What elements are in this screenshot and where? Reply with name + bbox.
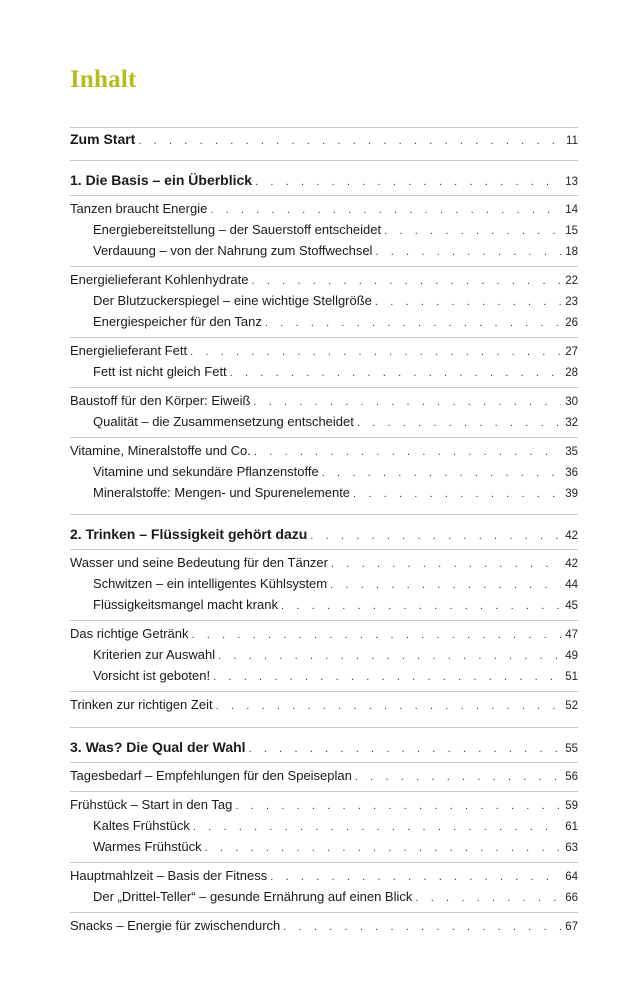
toc-page: 35 <box>565 446 578 458</box>
toc-section[interactable] <box>70 794 578 815</box>
toc-page: 63 <box>565 842 578 854</box>
dot-leader <box>216 696 562 717</box>
dot-leader <box>375 242 561 263</box>
toc-page: 11 <box>566 135 578 147</box>
toc-title: 2. Trinken – Flüssigkeit gehört dazu <box>70 526 308 542</box>
toc-page: 28 <box>565 367 578 379</box>
page-title: Inhalt <box>70 66 137 93</box>
toc-subsection[interactable] <box>70 815 578 836</box>
toc-page: 61 <box>565 821 578 833</box>
toc-title: Baustoff für den Körper: Eiweiß <box>70 393 251 408</box>
toc-title: Wasser und seine Bedeutung für den Tänzer <box>70 555 328 570</box>
dot-leader <box>357 413 561 434</box>
toc-subsection[interactable] <box>70 219 578 240</box>
toc-page: 39 <box>565 488 578 500</box>
toc-title: Vitamine und sekundäre Pflanzenstoffe <box>93 464 319 479</box>
toc-page: 55 <box>565 743 578 755</box>
table-of-contents <box>70 127 578 936</box>
toc-page: 42 <box>565 558 578 570</box>
dot-leader <box>322 463 561 484</box>
dot-leader <box>255 172 561 193</box>
toc-title: Energielieferant Kohlenhydrate <box>70 272 249 287</box>
dot-leader <box>384 221 561 242</box>
toc-subsection[interactable] <box>70 644 578 665</box>
toc-subsection[interactable] <box>70 461 578 482</box>
toc-page: 27 <box>565 346 578 358</box>
toc-page: 36 <box>565 467 578 479</box>
toc-page: 67 <box>565 921 578 933</box>
toc-title: Trinken zur richtigen Zeit <box>70 697 213 712</box>
toc-section[interactable] <box>70 552 578 573</box>
toc-entry-zum-start[interactable] <box>70 129 578 150</box>
toc-section[interactable] <box>70 765 578 786</box>
toc-page: 23 <box>565 296 578 308</box>
toc-title: Qualität – die Zusammensetzung entscheidet <box>93 414 354 429</box>
toc-page: 22 <box>565 275 578 287</box>
toc-section[interactable] <box>70 865 578 886</box>
toc-subsection[interactable] <box>70 240 578 261</box>
toc-page: 59 <box>565 800 578 812</box>
dot-leader <box>254 442 561 463</box>
toc-title: Das richtige Getränk <box>70 626 189 641</box>
toc-page: 13 <box>565 176 578 188</box>
dot-leader <box>330 575 561 596</box>
toc-title: Vitamine, Mineralstoffe und Co. <box>70 443 251 458</box>
toc-page: 45 <box>565 600 578 612</box>
toc-title: Der „Drittel-Teller“ – gesunde Ernährung auf einen Blick <box>93 889 413 904</box>
toc-chapter-1[interactable] <box>70 170 578 191</box>
dot-leader <box>415 888 561 909</box>
toc-page: 56 <box>565 771 578 783</box>
toc-title: Energiespeicher für den Tanz <box>93 314 262 329</box>
toc-title: Kriterien zur Auswahl <box>93 647 216 662</box>
toc-subsection[interactable] <box>70 482 578 503</box>
toc-title: Kaltes Frühstück <box>93 818 190 833</box>
dot-leader <box>249 739 562 760</box>
dot-leader <box>193 817 561 838</box>
toc-subsection[interactable] <box>70 411 578 432</box>
toc-section[interactable] <box>70 198 578 219</box>
toc-subsection[interactable] <box>70 361 578 382</box>
toc-title: Energielieferant Fett <box>70 343 188 358</box>
dot-leader <box>281 596 561 617</box>
toc-page: 47 <box>565 629 578 641</box>
dot-leader <box>331 554 561 575</box>
toc-section[interactable] <box>70 390 578 411</box>
toc-title: Hauptmahlzeit – Basis der Fitness <box>70 868 268 883</box>
dot-leader <box>190 342 561 363</box>
dot-leader <box>138 131 562 152</box>
toc-page: 18 <box>565 246 578 258</box>
dot-leader <box>218 646 561 667</box>
toc-subsection[interactable] <box>70 665 578 686</box>
toc-page: 51 <box>565 671 578 683</box>
toc-title: Der Blutzuckerspiegel – eine wichtige Stellgröße <box>93 293 372 308</box>
toc-section[interactable] <box>70 915 578 936</box>
toc-subsection[interactable] <box>70 594 578 615</box>
dot-leader <box>235 796 561 817</box>
dot-leader <box>283 917 561 938</box>
toc-title: Warmes Frühstück <box>93 839 202 854</box>
dot-leader <box>205 838 562 859</box>
toc-title: Verdauung – von der Nahrung zum Stoffwechsel <box>93 243 373 258</box>
toc-subsection[interactable] <box>70 573 578 594</box>
toc-page: 42 <box>565 530 578 542</box>
toc-title: Flüssigkeitsmangel macht krank <box>93 597 278 612</box>
dot-leader <box>192 625 562 646</box>
toc-section[interactable] <box>70 623 578 644</box>
toc-section[interactable] <box>70 440 578 461</box>
toc-title: 3. Was? Die Qual der Wahl <box>70 739 246 755</box>
toc-title: Energiebereitstellung – der Sauerstoff entscheidet <box>93 222 382 237</box>
dot-leader <box>310 526 561 547</box>
dot-leader <box>270 867 561 888</box>
toc-page: 26 <box>565 317 578 329</box>
toc-subsection[interactable] <box>70 836 578 857</box>
toc-title: Fett ist nicht gleich Fett <box>93 364 227 379</box>
dot-leader <box>375 292 561 313</box>
toc-page: 64 <box>565 871 578 883</box>
toc-chapter-3[interactable] <box>70 737 578 758</box>
toc-title: 1. Die Basis – ein Überblick <box>70 172 253 188</box>
toc-title: Schwitzen – ein intelligentes Kühlsystem <box>93 576 328 591</box>
dot-leader <box>213 667 561 688</box>
toc-subsection[interactable] <box>70 886 578 907</box>
toc-title: Vorsicht ist geboten! <box>93 668 211 683</box>
toc-subsection[interactable] <box>70 290 578 311</box>
dot-leader <box>265 313 561 334</box>
dot-leader <box>210 200 561 221</box>
dot-leader <box>230 363 562 384</box>
toc-page: 15 <box>565 225 578 237</box>
toc-title: Tanzen braucht Energie <box>70 201 208 216</box>
toc-subsection[interactable] <box>70 311 578 332</box>
toc-title: Tagesbedarf – Empfehlungen für den Speiseplan <box>70 768 352 783</box>
toc-chapter-2[interactable] <box>70 524 578 545</box>
toc-page: 32 <box>565 417 578 429</box>
toc-page: 30 <box>565 396 578 408</box>
toc-section[interactable] <box>70 694 578 715</box>
dot-leader <box>253 392 561 413</box>
toc-title: Snacks – Energie für zwischendurch <box>70 918 281 933</box>
toc-section[interactable] <box>70 269 578 290</box>
toc-title: Mineralstoffe: Mengen- und Spurenelemente <box>93 485 351 500</box>
toc-title: Frühstück – Start in den Tag <box>70 797 233 812</box>
dot-leader <box>353 484 561 505</box>
dot-leader <box>355 767 561 788</box>
toc-page: 14 <box>565 204 578 216</box>
toc-section[interactable] <box>70 340 578 361</box>
toc-page: 49 <box>565 650 578 662</box>
toc-title: Zum Start <box>70 131 136 147</box>
dot-leader <box>252 271 562 292</box>
toc-page: 52 <box>565 700 578 712</box>
toc-page: 44 <box>565 579 578 591</box>
toc-page: 66 <box>565 892 578 904</box>
